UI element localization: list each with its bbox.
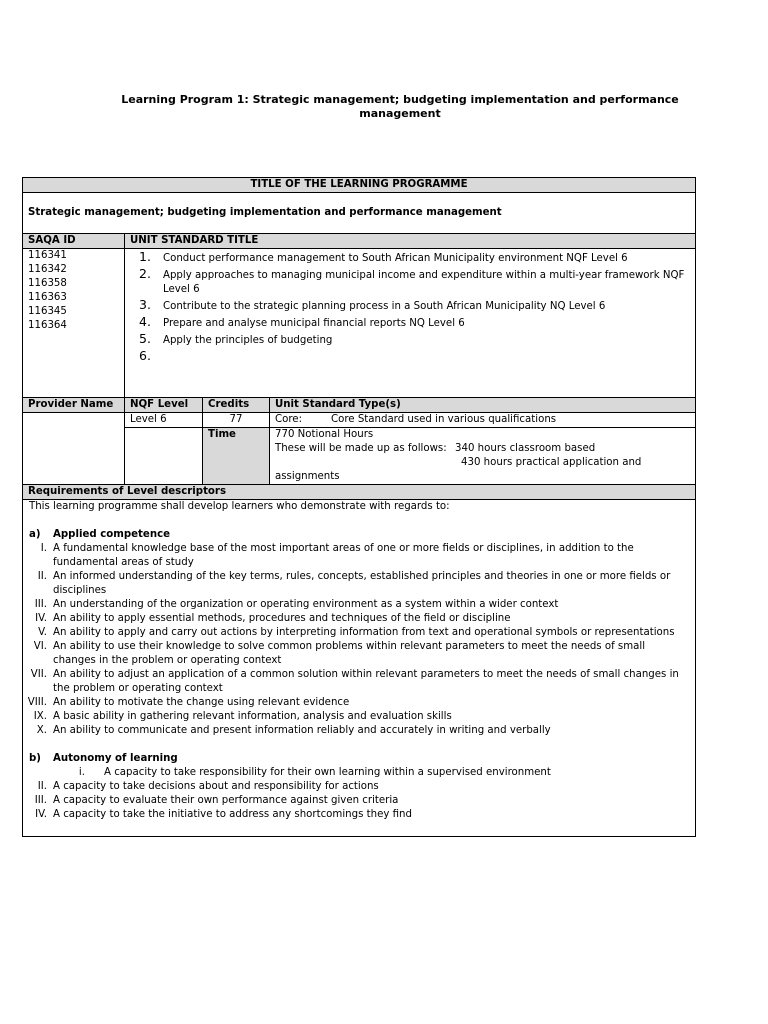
requirements-header-row: [23, 485, 696, 500]
list-item: [29, 612, 690, 626]
unit-standard-number: 5.: [139, 331, 151, 346]
section-a-letter: a): [29, 529, 41, 540]
list-text: An ability to apply and carry out actions by interpreting information from text and operational symbols or representations: [53, 627, 675, 638]
list-number: VI.: [33, 641, 47, 652]
list-text: An ability to apply essential methods, procedures and techniques of the field or discipline: [53, 613, 511, 624]
notional-hours: 770 Notional Hours: [275, 429, 374, 440]
list-number: II.: [37, 571, 47, 582]
list-text: A capacity to take the initiative to address any shortcomings they find: [53, 809, 412, 820]
level-row: [23, 413, 696, 428]
list-item: [29, 794, 690, 808]
list-text: An ability to communicate and present information reliably and accurately in writing and verbally: [53, 725, 551, 736]
list-text: A capacity to take responsibility for their own learning within a supervised environment: [104, 767, 551, 778]
saqa-id: 116342: [28, 264, 67, 275]
list-number: VIII.: [27, 697, 47, 708]
list-text: An informed understanding of the key terms, rules, concepts, established principles and theories in one or more fields or disciplines: [53, 571, 671, 596]
list-item: [29, 710, 690, 724]
nqf-level-empty-cell: [125, 428, 203, 485]
document-title-line-2: management: [359, 107, 441, 120]
unit-standard-title-header: UNIT STANDARD TITLE: [125, 234, 696, 249]
list-item: [29, 668, 690, 696]
list-number: X.: [36, 725, 47, 736]
list-number: IV.: [35, 809, 47, 820]
unit-standard-text: Conduct performance management to South African Municipality environment NQF Level 6: [163, 253, 628, 264]
saqa-id: 116363: [28, 292, 67, 303]
time-label: Time: [203, 428, 270, 485]
nqf-level-value: Level 6: [125, 413, 203, 428]
hours-classroom: 340 hours classroom based: [455, 443, 596, 454]
provider-name-cell: [23, 413, 125, 485]
section-a-heading: [29, 528, 690, 542]
unit-standard-text: Apply approaches to managing municipal income and expenditure within a multi-year framework NQF Level 6: [163, 270, 685, 295]
list-number: III.: [34, 599, 47, 610]
credits-header: Credits: [203, 398, 270, 413]
unit-standard-type-header: Unit Standard Type(s): [270, 398, 696, 413]
saqa-id-header: SAQA ID: [23, 234, 125, 249]
nqf-level-header: NQF Level: [125, 398, 203, 413]
list-number: V.: [38, 627, 47, 638]
unit-standard-number: 1.: [139, 249, 151, 264]
list-item: [29, 766, 690, 780]
unit-standards-row: [23, 249, 696, 398]
unit-standard-number: 4.: [139, 314, 151, 329]
list-text: A basic ability in gathering relevant information, analysis and evaluation skills: [53, 711, 452, 722]
unit-standard-text: Contribute to the strategic planning process in a South African Municipality NQ Level 6: [163, 301, 606, 312]
list-item: [29, 696, 690, 710]
unit-standard-text: Apply the principles of budgeting: [163, 335, 333, 346]
document-title: [60, 93, 740, 121]
saqa-id: 116345: [28, 306, 67, 317]
list-number: II.: [37, 781, 47, 792]
unit-standard-item: [139, 249, 690, 266]
core-label: Core:: [275, 414, 303, 425]
core-value: Core Standard used in various qualifications: [331, 414, 557, 425]
title-header-cell: TITLE OF THE LEARNING PROGRAMME: [23, 178, 696, 193]
saqa-id-list: [23, 249, 125, 398]
unit-standard-item: [139, 297, 690, 314]
list-text: A capacity to take decisions about and responsibility for actions: [53, 781, 379, 792]
list-text: An ability to use their knowledge to solve common problems within relevant parameters to meet the needs of small changes in the problem or operating context: [53, 641, 646, 666]
section-a-title: Applied competence: [53, 529, 171, 540]
list-item: [29, 808, 690, 822]
hours-practical-cont: assignments: [275, 471, 340, 482]
unit-standard-item: [139, 331, 690, 348]
saqa-id: 116358: [28, 278, 67, 289]
list-item: [29, 640, 690, 668]
list-number: III.: [34, 795, 47, 806]
section-b-title: Autonomy of learning: [53, 753, 178, 764]
unit-header-row: [23, 234, 696, 249]
unit-standard-number: 2.: [139, 266, 151, 281]
list-text: An ability to adjust an application of a common solution within relevant parameters to meet the needs of small changes in the problem or operating context: [53, 669, 679, 694]
list-text: A fundamental knowledge base of the most important areas of one or more fields or disciplines, in addition to the fundamental areas of study: [53, 543, 634, 568]
list-number: IV.: [35, 613, 47, 624]
title-header-row: [23, 178, 696, 193]
hours-intro: These will be made up as follows:: [275, 443, 447, 454]
hours-cell: [270, 428, 696, 485]
list-item: [29, 598, 690, 612]
unit-standard-number: 6.: [139, 348, 151, 363]
unit-standard-list: [125, 249, 696, 398]
section-a-list: [29, 542, 690, 738]
list-number: I.: [40, 543, 47, 554]
provider-name-header: Provider Name: [23, 398, 125, 413]
list-number: VII.: [30, 669, 47, 680]
provider-header-row: [23, 398, 696, 413]
unit-standard-number: 3.: [139, 297, 151, 312]
programme-title-cell: Strategic management; budgeting implementation and performance management: [23, 193, 696, 234]
unit-standard-text: Prepare and analyse municipal financial reports NQ Level 6: [163, 318, 465, 329]
list-text: A capacity to evaluate their own performance against given criteria: [53, 795, 399, 806]
list-number: IX.: [33, 711, 47, 722]
list-item: [29, 724, 690, 738]
list-item: [29, 780, 690, 794]
credits-value: 77: [203, 413, 270, 428]
section-b-heading: [29, 752, 690, 766]
learning-programme-table: [22, 177, 696, 837]
list-text: An understanding of the organization or operating environment as a system within a wider context: [53, 599, 559, 610]
list-item: [29, 626, 690, 640]
list-item: [29, 570, 690, 598]
saqa-id: 116364: [28, 320, 67, 331]
requirements-body: [23, 500, 696, 837]
section-b-letter: b): [29, 753, 41, 764]
requirements-intro: This learning programme shall develop learners who demonstrate with regards to:: [29, 501, 450, 512]
section-b-list: [29, 766, 690, 822]
list-item: [29, 542, 690, 570]
hours-practical: 430 hours practical application and: [461, 457, 642, 468]
saqa-id: 116341: [28, 250, 67, 261]
unit-standard-item: [139, 266, 690, 297]
core-cell: [270, 413, 696, 428]
document-title-line-1: Learning Program 1: Strategic management; budgeting implementation and performance: [121, 93, 679, 106]
requirements-body-row: [23, 500, 696, 837]
unit-standard-item: [139, 314, 690, 331]
requirements-header: Requirements of Level descriptors: [23, 485, 696, 500]
programme-title-row: [23, 193, 696, 234]
list-number: i.: [78, 767, 85, 778]
list-text: An ability to motivate the change using relevant evidence: [53, 697, 350, 708]
